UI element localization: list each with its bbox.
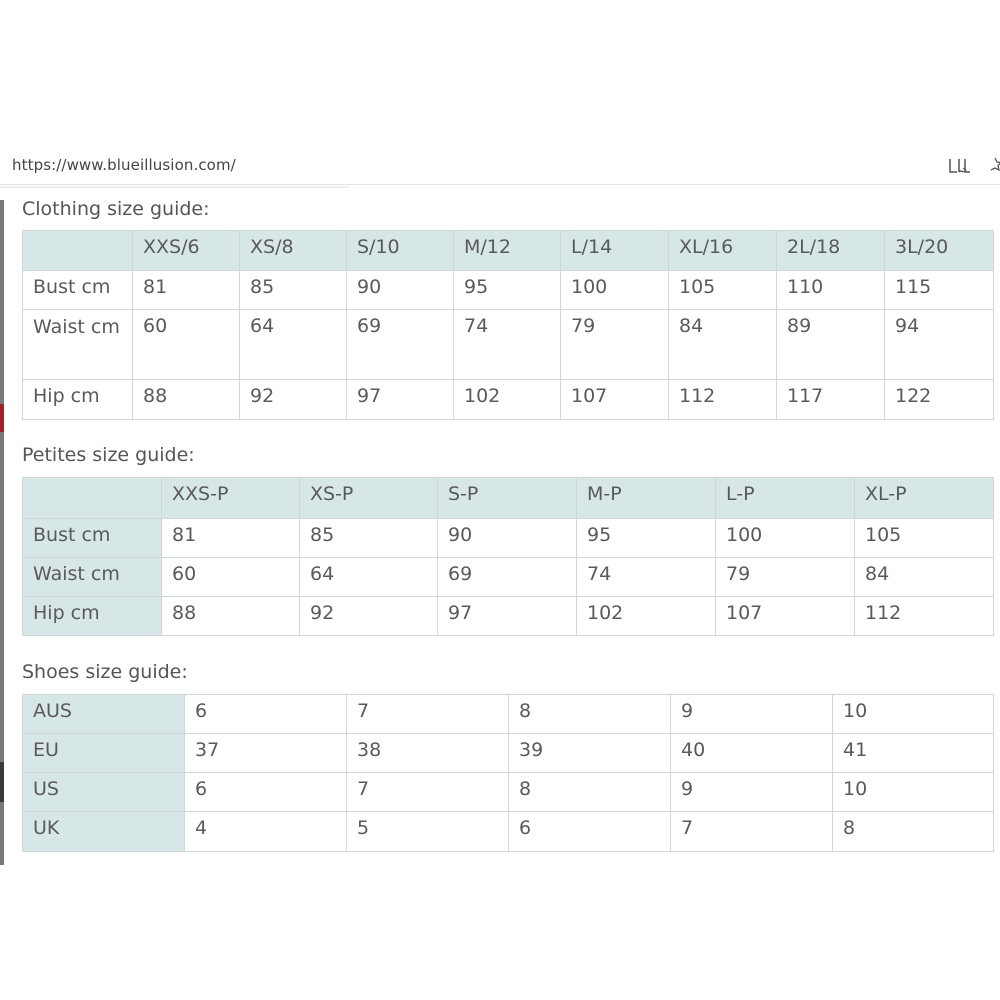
table-cell: 6: [185, 695, 347, 734]
table-cell: 95: [454, 271, 561, 310]
table-cell: 100: [716, 519, 855, 558]
column-header: XS/8: [240, 231, 347, 271]
table-cell: 7: [347, 773, 509, 812]
table-cell: 60: [162, 558, 300, 597]
table-row: [23, 558, 994, 597]
row-label: Waist cm: [23, 558, 162, 597]
table-cell: 88: [133, 380, 240, 420]
petites-size-table: [22, 477, 994, 636]
row-label: Hip cm: [23, 380, 133, 420]
column-header: XXS-P: [162, 478, 300, 519]
table-row: [23, 519, 994, 558]
table-cell: 64: [300, 558, 438, 597]
table-cell: 92: [300, 597, 438, 636]
table-row: [23, 271, 994, 310]
table-cell: 8: [833, 812, 994, 852]
window-left-mark: [0, 762, 4, 802]
table-cell: 40: [671, 734, 833, 773]
clothing-corner-cell: [23, 231, 133, 271]
table-cell: 122: [885, 380, 994, 420]
column-header: S-P: [438, 478, 577, 519]
petites-header-row: [23, 478, 994, 519]
url-text[interactable]: https://www.blueillusion.com/: [12, 156, 236, 174]
favorite-icon[interactable]: [988, 157, 1000, 171]
table-cell: 85: [240, 271, 347, 310]
table-cell: 37: [185, 734, 347, 773]
row-label: US: [23, 773, 185, 812]
column-header: 2L/18: [777, 231, 885, 271]
table-row: [23, 773, 994, 812]
table-cell: 110: [777, 271, 885, 310]
column-header: L-P: [716, 478, 855, 519]
table-cell: 69: [438, 558, 577, 597]
column-header: M/12: [454, 231, 561, 271]
table-cell: 39: [509, 734, 671, 773]
column-header: XL/16: [669, 231, 777, 271]
table-cell: 90: [347, 271, 454, 310]
table-cell: 105: [669, 271, 777, 310]
column-header: S/10: [347, 231, 454, 271]
shoes-section-title: Shoes size guide:: [22, 661, 188, 683]
table-cell: 84: [855, 558, 994, 597]
table-cell: 97: [347, 380, 454, 420]
row-label: AUS: [23, 695, 185, 734]
row-label: Waist cm: [23, 310, 133, 380]
table-cell: 69: [347, 310, 454, 380]
table-cell: 7: [671, 812, 833, 852]
table-row: [23, 812, 994, 852]
table-cell: 9: [671, 773, 833, 812]
table-row: [23, 380, 994, 420]
table-cell: 85: [300, 519, 438, 558]
column-header: 3L/20: [885, 231, 994, 271]
table-cell: 117: [777, 380, 885, 420]
url-clip: [246, 148, 258, 184]
table-row: [23, 695, 994, 734]
table-cell: 6: [509, 812, 671, 852]
row-label: Bust cm: [23, 271, 133, 310]
table-row: [23, 597, 994, 636]
table-cell: 64: [240, 310, 347, 380]
table-row: [23, 734, 994, 773]
column-header: XXS/6: [133, 231, 240, 271]
table-cell: 97: [438, 597, 577, 636]
table-cell: 79: [716, 558, 855, 597]
table-cell: 95: [577, 519, 716, 558]
table-cell: 81: [162, 519, 300, 558]
table-cell: 38: [347, 734, 509, 773]
table-row: [23, 310, 994, 380]
petites-corner-cell: [23, 478, 162, 519]
address-bar-shadow: [0, 186, 350, 188]
table-cell: 79: [561, 310, 669, 380]
row-label: UK: [23, 812, 185, 852]
table-cell: 8: [509, 773, 671, 812]
table-cell: 81: [133, 271, 240, 310]
table-cell: 112: [669, 380, 777, 420]
clothing-size-table: [22, 230, 994, 420]
table-cell: 5: [347, 812, 509, 852]
table-cell: 10: [833, 773, 994, 812]
row-label: EU: [23, 734, 185, 773]
table-cell: 74: [454, 310, 561, 380]
window-left-accent: [0, 404, 4, 432]
table-cell: 9: [671, 695, 833, 734]
table-cell: 8: [509, 695, 671, 734]
table-cell: 107: [716, 597, 855, 636]
row-label: Bust cm: [23, 519, 162, 558]
table-cell: 84: [669, 310, 777, 380]
table-cell: 60: [133, 310, 240, 380]
address-bar-divider: [0, 184, 1000, 185]
table-cell: 10: [833, 695, 994, 734]
column-header: L/14: [561, 231, 669, 271]
table-cell: 107: [561, 380, 669, 420]
table-cell: 92: [240, 380, 347, 420]
table-cell: 90: [438, 519, 577, 558]
table-cell: 94: [885, 310, 994, 380]
table-cell: 105: [855, 519, 994, 558]
table-cell: 115: [885, 271, 994, 310]
column-header: M-P: [577, 478, 716, 519]
table-cell: 4: [185, 812, 347, 852]
clothing-header-row: [23, 231, 994, 271]
address-bar[interactable]: [0, 148, 1000, 184]
column-header: XL-P: [855, 478, 994, 519]
shoes-size-table: [22, 694, 994, 852]
table-cell: 112: [855, 597, 994, 636]
table-cell: 89: [777, 310, 885, 380]
table-cell: 102: [577, 597, 716, 636]
table-cell: 74: [577, 558, 716, 597]
table-cell: 41: [833, 734, 994, 773]
table-cell: 100: [561, 271, 669, 310]
reading-view-icon[interactable]: [948, 157, 972, 175]
table-cell: 7: [347, 695, 509, 734]
clothing-section-title: Clothing size guide:: [22, 198, 210, 220]
column-header: XS-P: [300, 478, 438, 519]
table-cell: 102: [454, 380, 561, 420]
table-cell: 88: [162, 597, 300, 636]
table-cell: 6: [185, 773, 347, 812]
row-label: Hip cm: [23, 597, 162, 636]
petites-section-title: Petites size guide:: [22, 444, 195, 466]
